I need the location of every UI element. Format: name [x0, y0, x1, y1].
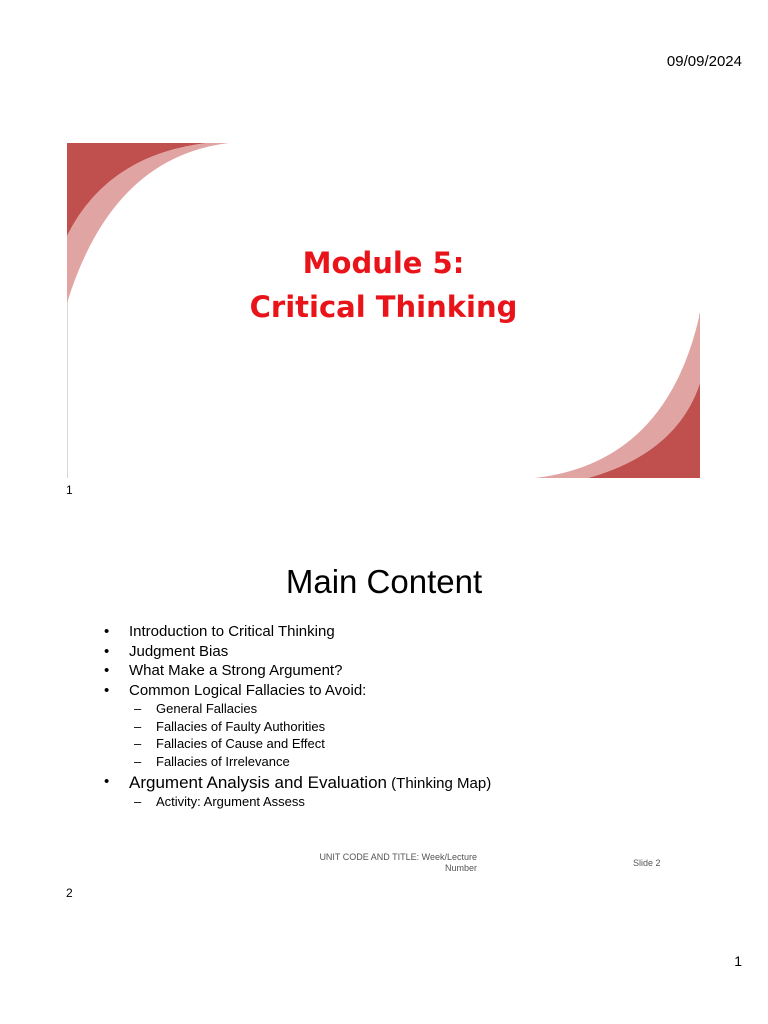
sub-list-item: – Fallacies of Faulty Authorities	[104, 719, 664, 737]
list-item-main: Argument Analysis and Evaluation	[129, 772, 387, 792]
slide-2-footer-slide-number: Slide 2	[633, 858, 661, 868]
list-item: • Common Logical Fallacies to Avoid:	[104, 682, 664, 702]
sub-list-item: – General Fallacies	[104, 701, 664, 719]
slide-1-number: 1	[66, 483, 73, 497]
list-item	[104, 773, 664, 794]
slide-1-title-line2: Critical Thinking	[249, 290, 518, 324]
list-item-suffix: (Thinking Map)	[391, 774, 492, 792]
slide-2-content-list	[104, 623, 664, 811]
sub-list-item-suffix: Assess	[262, 793, 305, 809]
list-item: • What Make a Strong Argument?	[104, 662, 664, 682]
sub-list-item	[104, 794, 664, 812]
sub-list-item: – Fallacies of Cause and Effect	[104, 736, 664, 754]
slide-1-title-line1: Module 5:	[302, 246, 465, 280]
sub-list-item: – Fallacies of Irrelevance	[104, 754, 664, 772]
sub-list-item-main: Activity: Argument	[156, 793, 261, 809]
slide-2-footer-unit: UNIT CODE AND TITLE: Week/Lecture Number	[319, 852, 477, 873]
list-item: • Introduction to Critical Thinking	[104, 623, 664, 643]
page-number: 1	[734, 953, 742, 969]
slide-2-title: Main Content	[285, 563, 483, 600]
page-date: 09/09/2024	[666, 53, 742, 70]
slide-2-number: 2	[66, 886, 73, 900]
list-item: • Judgment Bias	[104, 643, 664, 663]
slide-1	[67, 143, 700, 478]
